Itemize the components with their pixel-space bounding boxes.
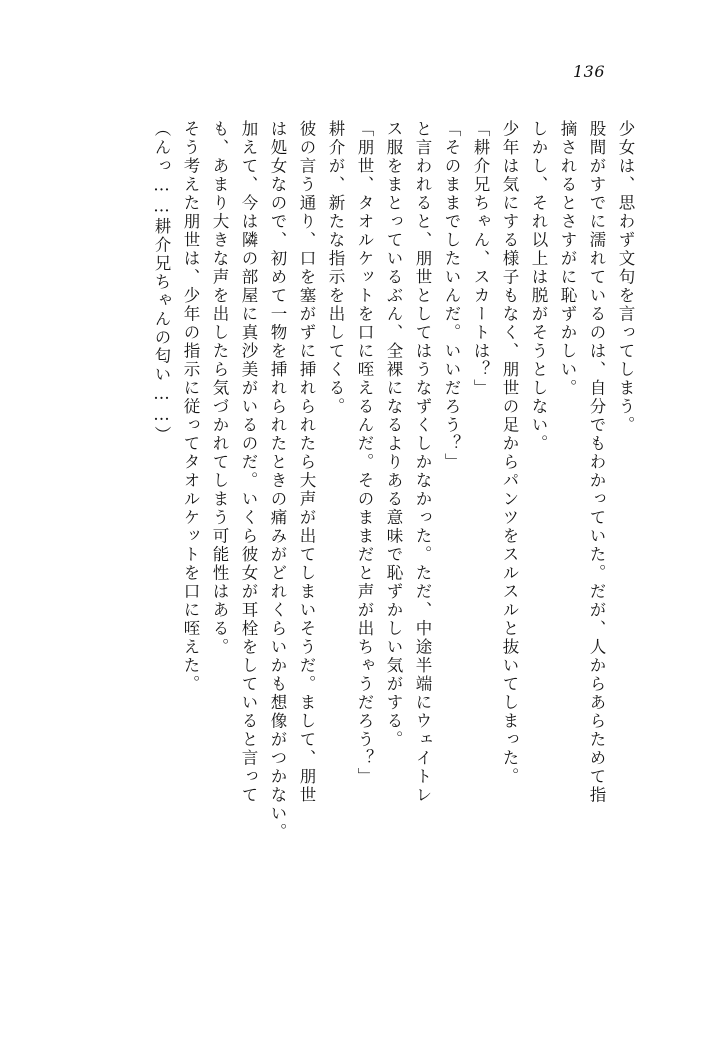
page-number: 136	[572, 62, 605, 81]
text-column: ス服をまとっているぶん、全裸になるよりある意味で恥ずかしい気がする。	[384, 120, 403, 749]
text-column: 加えて、今は隣の部屋に真沙美がいるのだ。いくら彼女が耳栓をしていると言って	[239, 120, 258, 805]
text-column: と言われると、朋世としてはうなずくしかなかった。ただ、中途半端にウェイトレ	[413, 120, 432, 805]
text-column: （んっ……耕介兄ちゃんの匂い……）	[152, 120, 171, 445]
text-column: 「耕介兄ちゃん、スカートは？」	[471, 120, 490, 398]
text-column: 股間がすでに濡れているのは、自分でもわかっていた。だが、人からあらためて指	[587, 120, 606, 805]
text-column: そう考えた朋世は、少年の指示に従ってタオルケットを口に咥えた。	[181, 120, 200, 694]
text-column: 摘されるとさすがに恥ずかしい。	[558, 120, 577, 398]
vertical-text-block	[60, 120, 633, 950]
text-column: 少年は気にする様子もなく、朋世の足からパンツをスルスルと抜いてしまった。	[500, 120, 519, 786]
text-column: しかし、それ以上は脱がそうとしない。	[529, 120, 548, 453]
text-column: 「そのままでしたいんだ。いいだろう？」	[442, 120, 461, 472]
text-column: 少女は、思わず文句を言ってしまう。	[616, 120, 635, 435]
text-column: も、あまり大きな声を出したら気づかれてしまう可能性はある。	[210, 120, 229, 657]
text-column: 「朋世、タオルケットを口に咥えるんだ。そのままだと声が出ちゃうだろう？」	[355, 120, 374, 786]
text-column: は処女なので、初めて一物を挿れられたときの痛みがどれくらいかも想像がつかない。	[268, 120, 287, 842]
text-column: 耕介が、新たな指示を出してくる。	[326, 120, 345, 416]
text-column: 彼の言う通り、口を塞がずに挿れられたら大声が出てしまいそうだ。まして、朋世	[297, 120, 316, 805]
